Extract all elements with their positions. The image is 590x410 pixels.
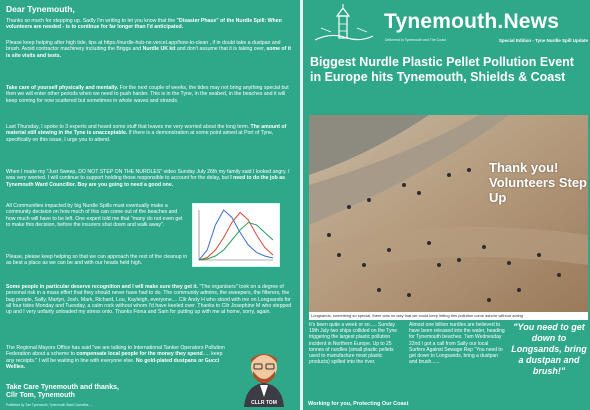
paragraph-2: Please keep helping after high tide, tips at https://nurdle-hub-ne.vercel.app/how-to-clean , if in doubt take a dustpan and brush. Avoid contractor machinery including the Briggs and Nurdle UK kit and don't assume that it is taking over, some of it is site visits and tests.: [6, 40, 291, 59]
paragraph-8: Some people in particular deserve recognition and I will make sure they get it. "The organisers" took on a degree of personal risk in a mass effort that they should never have had to do. The community admins, the sweepers, the filterers, the bag people, Sally, Martyn, Josh, Mark, Richard, Lou, Kayleigh, everyone.... Cllr Andy H who stood with me on Longsands for all four tides Monday and Tuesday, a calm rock without whom I'd have keeled over. Thanks to Cllr Josephine M who stepped up and I very unfairly unloaded my stress onto. Thanks Fiona and Sam for putting up with me at home, sorry, again.: [6, 284, 292, 316]
letter-greeting: Dear Tynemouth,: [6, 4, 75, 14]
edition-label: Special Edition - Tyne Nurdle Spill Update: [498, 38, 588, 43]
beach-volunteers-photo: [309, 115, 588, 312]
pollution-chart: [192, 203, 280, 267]
photo-overlay-text: Thank you! Volunteers Step Up: [489, 160, 588, 205]
paragraph-1: Thanks so much for stepping up. Sadly I'm writing to let you know that the "Disaster Phase" of the Nurdle Spill: When volunteers are needed - is to continue for far longer than I'd anticipated.: [6, 18, 282, 31]
masthead-tagline: Delivered to Tynemouth and The Coast: [385, 38, 446, 42]
paragraph-4: Last Thursday, I spoke to 3 experts and heard some stuff that leaves me very worried about the long term. The amount of material still stewing in the Tyne is unacceptable. If there is a demonstration at some point aimed at Port of Tyne, specifically on this issue, I urge you to attend.: [6, 124, 287, 143]
newspaper-panel: [303, 0, 590, 410]
chart-svg: [193, 204, 279, 266]
avatar-label: CLLR TOM: [251, 400, 277, 406]
masthead-title: Tynemouth.News: [384, 10, 560, 33]
chart-series-line-2: [199, 213, 273, 261]
pull-quote: "You need to get down to Longsands, bring a dustpan and brush!": [511, 322, 587, 376]
lighthouse-logo-icon: [311, 2, 377, 42]
paragraph-6: All Communities impacted by big Nurdle Spills must eventually make a community decision on how much of this can come out of the beaches and how much will have to be left. One expert told me that "many do not even get to make this decision, before the insurers shut down and walk away".: [6, 203, 183, 228]
article-column-2: Almost one billion nurdles are believed to have been released into the water, heading for Tynemouth beaches. 7am Wednesday 22nd I got a call from Sally our local Surfers Against Sewage Rep "You need to get down to Longsands, bring a dustpan and brush......: [409, 322, 505, 366]
councillor-avatar: [232, 345, 296, 407]
paragraph-7: Please, please keep helping so that we can approach the rest of the cleanup in as best a place as we can be and with our heads held high.: [6, 254, 188, 267]
photo-caption: Longsands, something so special, there was no way that we could keep letting this pollution come ashore without acting: [309, 312, 588, 320]
article-column-1: It's been quite a week or so..... Sunday 19th July two ships collided on the Tyne triggering the largest plastic pollution incident in Northern Europe. Up to 25 tonnes of nurdles (small plastic pellets used to manufacture most plastic products) spilled into the river.: [309, 322, 398, 366]
main-headline: Biggest Nurdle Plastic Pellet Pollution Event in Europe hits Tynemouth, Shields & Coast: [310, 55, 574, 84]
paragraph-9: The Regional Mayors Office has said "we are talking to International Tanker Operators Pollution Federation about a scheme to compensate local people for the money they spend..... keep any receipts." I will be waiting in line with everyone else. No gold-plated dustpans or Gucci Wellies.: [6, 345, 225, 370]
paragraph-5: When I made my "Just Sweep, DO NOT STEP ON THE NURDLES" video Sunday July 26th my family said I looked angry. I was very worried. I will continue to support holding those responsible to account for the delay, but I need to do the job as Tynemouth Ward Councillor. Boy are you going to need a good one.: [6, 169, 290, 188]
signoff: Take Care Tynemouth and thanks, Cllr Tom, Tynemouth: [6, 384, 119, 399]
paragraph-3: Take care of yourself physically and mentally. For the next couple of weeks, the tides may not bring anything special but then we will enter other periods when we need to push harder. This is in the Tyne, in the seabed, in the beaches and it will keep coming for now scattered but sometimes in whole waves and strands.: [6, 85, 289, 104]
footnote: Published by Tom Tynemouth, Tynemouth Ward Councillor, ...: [6, 403, 93, 407]
article-footer: Working for you, Protecting Our Coast: [308, 401, 409, 407]
